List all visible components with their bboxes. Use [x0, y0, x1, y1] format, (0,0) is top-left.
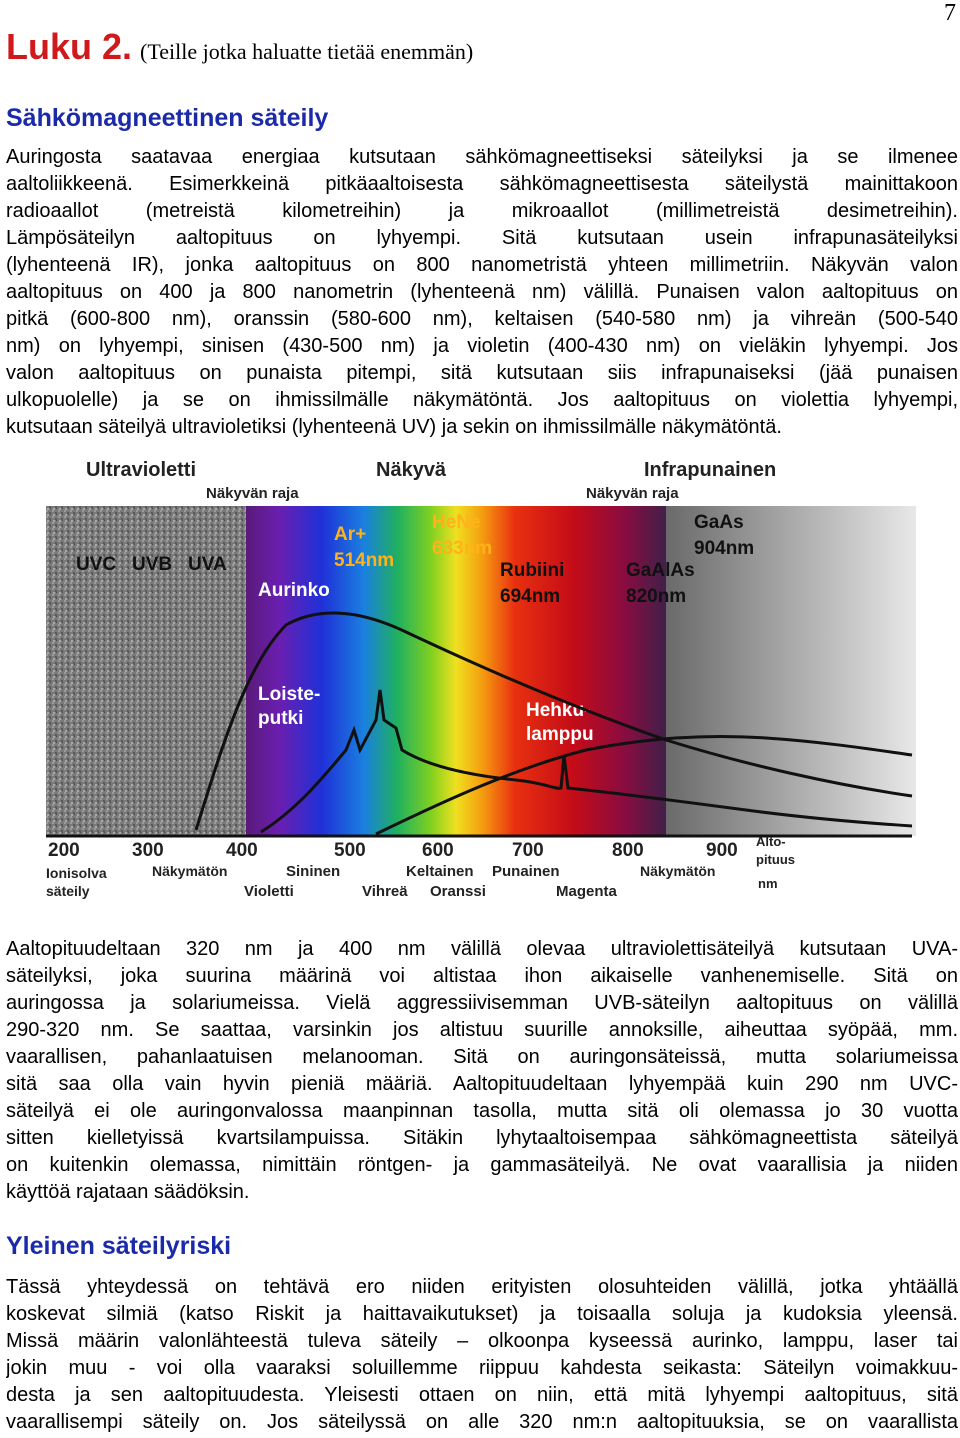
laser-label-gaas: 904nm [694, 538, 755, 559]
laser-label-hene: HeNe [432, 512, 481, 533]
chapter-heading [6, 26, 473, 68]
color-label: Magenta [556, 883, 617, 900]
laser-label-gaalas: GaAlAs [626, 560, 695, 581]
axis-tick-label: 400 [226, 840, 258, 861]
text-line: radioaallot (metreistä kilometreihin) ja mikroaallot (millimetreistä desimetreihin). [6, 200, 958, 222]
region-label-ir: Infrapunainen [644, 459, 777, 481]
text-line: aaltoliikkeenä. Esimerkkeinä pitkäaaltoisesta sähkömagneettisesta säteilystä mainittakoon [6, 173, 958, 195]
color-label: Violetti [244, 883, 294, 900]
text-line: aaltopituus on 400 ja 800 nanometrin (lyhenteenä nm) välillä. Punaisen valon aaltopituus on [6, 281, 958, 303]
text-line: nm) on lyhyempi, sinisen (430-500 nm) ja violetin (400-430 nm) on vieläkin lyhyempi. Jos [6, 335, 958, 357]
invisible-label-right: Näkymätön [640, 863, 716, 879]
text-line: vaarallisen, pahanlaatuisen melanooman. Sitä on auringonsäteissä, mutta solariumeissa [6, 1046, 958, 1068]
text-line: jokin muu - voi olla vaaraksi soluillemme riippuu kahdesta seikasta: Säteilyn voimakkuu- [6, 1357, 958, 1379]
ionizing-label: säteily [46, 883, 90, 899]
paragraph-uv [6, 936, 958, 1206]
text-line: Missä määrin valonlähteestä tuleva säteily – olkoonpa kyseessä aurinko, lamppu, laser tai [6, 1330, 958, 1352]
text-line: säteilyksi, joka suurina määrinä voi altistaa ihon aikaiselle vanhenemiselle. Sitä on [6, 965, 958, 987]
axis-label: Alto- [756, 834, 786, 849]
text-line: auringossa ja solariumeissa. Vielä aggressiivisemman UVB-säteilyn aaltopituus on välillä [6, 992, 958, 1014]
invisible-label-left: Näkymätön [152, 863, 228, 879]
visibility-limit-right: Näkyvän raja [586, 485, 679, 502]
chapter-title: Luku 2. [6, 26, 133, 67]
color-label: Sininen [286, 863, 341, 880]
text-line: kutsutaan säteilyä ultravioletiksi (lyhenteenä UV) ja sekin on ihmissilmälle näkymätöntä. [6, 416, 782, 438]
laser-label-ruby: Rubiini [500, 560, 565, 581]
laser-label-ar: 514nm [334, 550, 395, 571]
ionizing-label: Ionisolva [46, 865, 107, 881]
text-line: käyttöä rajataan säädöksin. [6, 1181, 250, 1203]
text-line: 290-320 nm. Se saattaa, varsinkin jos altistuu suurille annoksille, aiheuttaa syöpää, mm. [6, 1019, 958, 1041]
axis-tick-label: 700 [512, 840, 544, 861]
text-line: on kuitenkin olemassa, nimittäin röntgen- ja gammasäteilyä. Ne ovat vaarallisia ja niiden [6, 1154, 958, 1176]
text-line: Tässä yhteydessä on tehtävä ero niiden erityisten olosuhteiden välillä, jotka yhtäällä [6, 1276, 958, 1298]
color-label: Punainen [492, 863, 560, 880]
text-line: (lyhenteenä IR), jonka aaltopituus on 800 nanometristä yhteen millimetriin. Näkyvän valon [6, 254, 958, 276]
axis-tick-label: 200 [48, 840, 80, 861]
text-line: Aaltopituudeltaan 320 nm ja 400 nm välillä olevaa ultraviolettisäteilyä kutsutaan UVA- [6, 938, 958, 960]
source-label-incandescent: lamppu [526, 724, 594, 745]
laser-label-ruby: 694nm [500, 586, 561, 607]
paragraph-radiation-risk [6, 1274, 958, 1436]
uv-band-label: UVA [188, 554, 227, 575]
region-label-uv: Ultravioletti [86, 459, 197, 481]
visibility-limit-left: Näkyvän raja [206, 485, 299, 502]
spectrum-figure [46, 450, 916, 920]
source-label-incandescent: Hehku- [526, 700, 591, 721]
axis-tick-label: 300 [132, 840, 164, 861]
text-line: sitten kielletyissä kvartsilampuissa. Sitäkin lyhytaaltoisempaa sähkömagneettista säteilyä [6, 1127, 958, 1149]
uv-band-label: UVC [76, 554, 117, 575]
text-line: valon aaltopituus on punaista pitempi, sitä kutsutaan siis infrapunaiseksi (jää punaisen [6, 362, 958, 384]
uv-band-label: UVB [132, 554, 173, 575]
laser-label-gaalas: 820nm [626, 586, 687, 607]
text-line: pitkä (600-800 nm), oranssin (580-600 nm), keltaisen (540-580 nm) ja vihreän (500-540 [6, 308, 958, 330]
color-label: Vihreä [362, 883, 408, 900]
text-line: Lämpösäteilyn aaltopituus on lyhyempi. Sitä kutsutaan usein infrapunasäteilyksi [6, 227, 958, 249]
source-label-sun: Aurinko [258, 580, 330, 601]
text-line: koskevat silmiä (katso Riskit ja haittavaikutukset) ja toisaalla soluja ja kudoksia yleensä. [6, 1303, 958, 1325]
text-line: ulkopuolelle) ja se on ihmissilmälle näkymätöntä. Jos aaltopituus on violettia lyhyempi, [6, 389, 958, 411]
section-heading-radiation-risk: Yleinen säteilyriski [6, 1232, 232, 1260]
axis-label: pituus [756, 852, 795, 867]
text-line: Auringosta saatavaa energiaa kutsutaan sähkömagneettiseksi säteilyksi ja se ilmenee [6, 146, 958, 168]
text-line: desta ja sen aaltopituudesta. Yleisesti ottaen on niin, että mitä lyhyempi aaltopituus, sitä [6, 1384, 958, 1406]
axis-tick-label: 800 [612, 840, 644, 861]
text-line: vaarallisempi säteily on. Jos säteilyssä on alle 320 nm:n aaltopituuksia, se on vaarallista [6, 1411, 958, 1433]
region-label-visible: Näkyvä [376, 459, 447, 481]
source-label-fluorescent: Loiste- [258, 684, 321, 705]
axis-label: nm [758, 876, 778, 891]
text-line: sitä saa olla vain hyvin pieniä määriä. Aaltopituudeltaan lyhyempää kuin 290 nm UVC- [6, 1073, 958, 1095]
paragraph-electromagnetic [6, 144, 958, 441]
page-number: 7 [944, 0, 956, 26]
laser-label-hene: 633nm [432, 538, 493, 559]
color-label: Keltainen [406, 863, 474, 880]
section-heading-electromagnetic: Sähkömagneettinen säteily [6, 104, 329, 132]
axis-tick-label: 600 [422, 840, 454, 861]
axis-tick-label: 900 [706, 840, 738, 861]
laser-label-ar: Ar+ [334, 524, 367, 545]
source-label-fluorescent: putki [258, 708, 304, 729]
text-line: säteilyä ei ole auringonvalossa maanpinnan tasolla, mutta sitä oli olemassa jo 30 vuotta [6, 1100, 958, 1122]
laser-label-gaas: GaAs [694, 512, 744, 533]
color-label: Oranssi [430, 883, 486, 900]
axis-tick-label: 500 [334, 840, 366, 861]
chapter-subtitle: (Teille jotka haluatte tietää enemmän) [140, 39, 474, 64]
